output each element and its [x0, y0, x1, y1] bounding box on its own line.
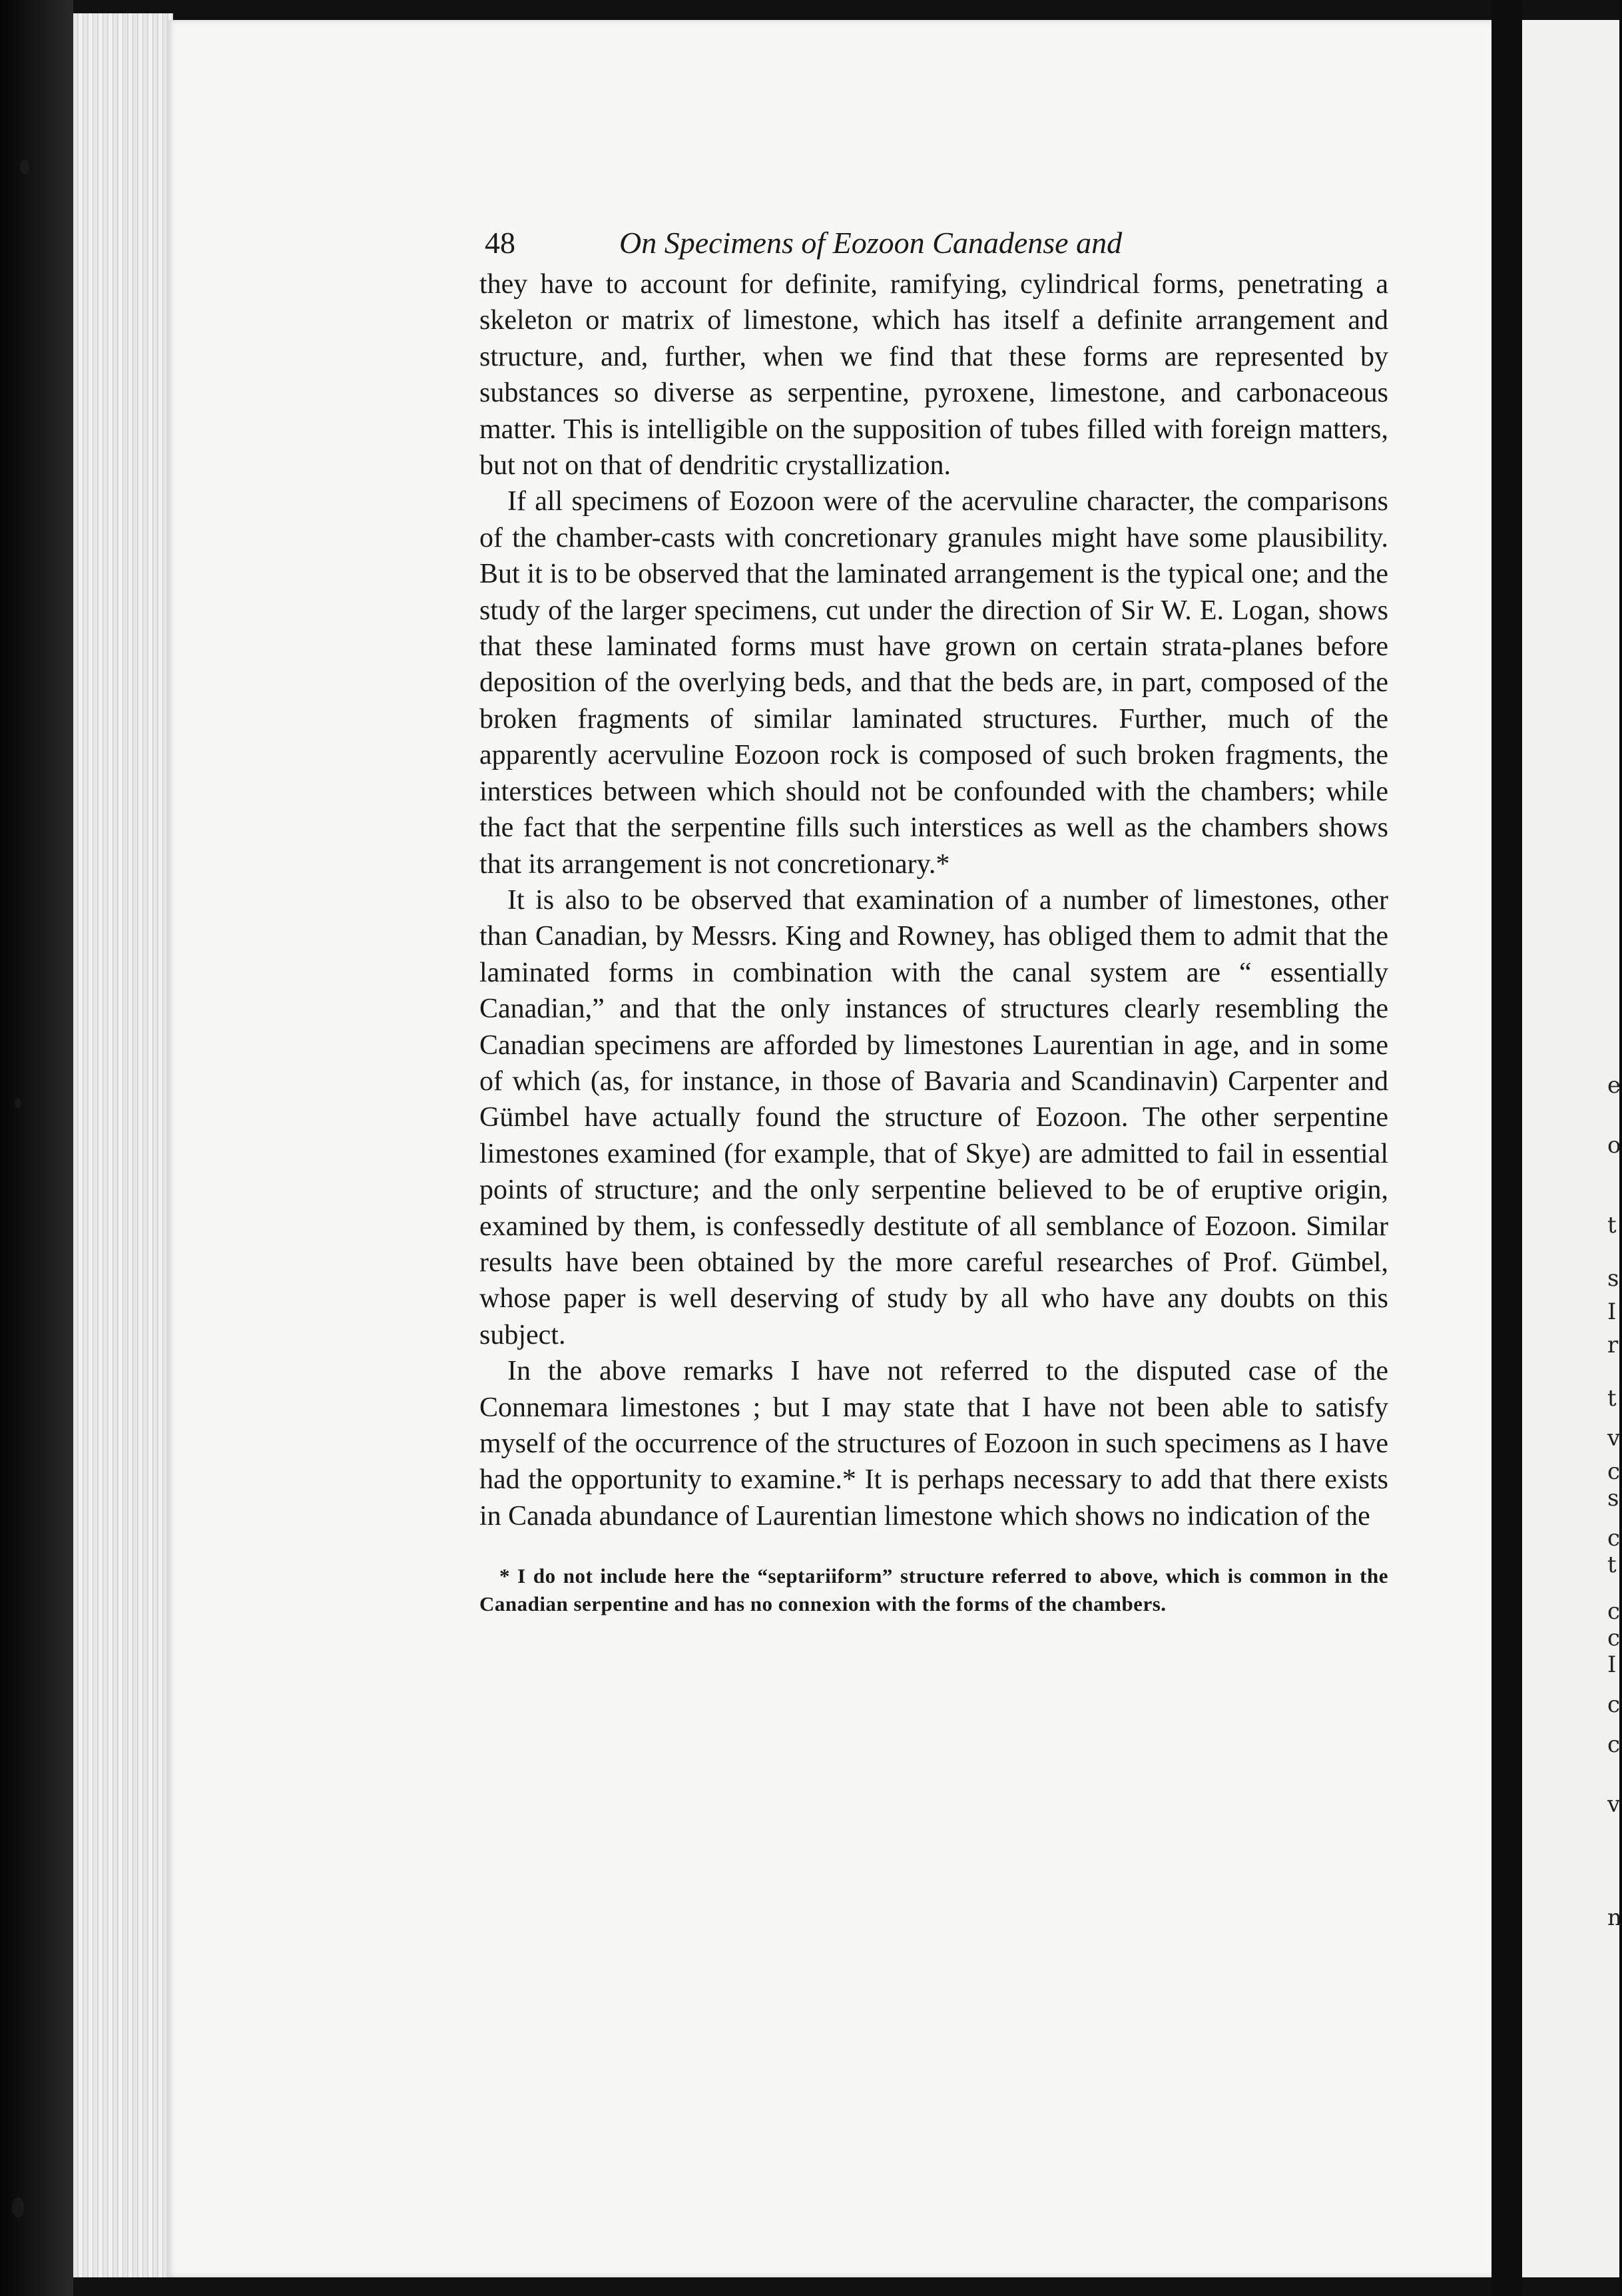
facing-page-letter: c — [1607, 1598, 1621, 1625]
facing-page-letter: c — [1607, 1691, 1621, 1718]
facing-page-letter: n — [1607, 1904, 1622, 1931]
scan-smudge — [20, 160, 29, 174]
facing-page-letter: v — [1607, 1791, 1621, 1818]
running-head — [479, 220, 1388, 266]
facing-page-letter: o — [1607, 1132, 1621, 1159]
paragraph-acervuline: If all specimens of Eozoon were of the acervuline character, the comparisons of the chamber-casts with concretionary granules might have some plausibility. But it is to be observed that the laminated arrangement is the typical one; and the study of the larger specimens, cut under the direction of Sir W. E. Logan, shows that these laminated forms must have grown on certain strata-planes before deposition of the overlying beds, and that the beds are, in part, composed of the broken fragments of similar laminated structures. Further, much of the apparently acervuline Eozoon rock is composed of such broken fragments, the interstices between which should not be confounded with the chambers; while the fact that the serpentine fills such interstices as well as the chambers shows that its arrangement is not concretionary.* — [479, 486, 1388, 880]
facing-page-letter: e — [1607, 1072, 1621, 1099]
facing-page-letter: c — [1607, 1525, 1621, 1552]
facing-page-letter: I — [1607, 1651, 1617, 1678]
facing-page-letter: c — [1607, 1625, 1621, 1651]
paragraph-continued: they have to account for definite, ramifying, cylindrical forms, penetrating a skeleton or matrix of limestone, which has itself a definite arrangement and structure, and, further, when we find that these forms are represented by substances so diverse as serpentine, pyroxene, limestone, and carbonaceous matter. This is intelligible on the supposition of tubes filled with foreign matters, but not on that of dendritic crystallization. — [479, 269, 1388, 481]
facing-page-letter: t — [1607, 1385, 1617, 1412]
page-number: 48 — [485, 226, 515, 260]
page-edges — [73, 13, 173, 2277]
page-fold-shadow — [1491, 0, 1522, 2296]
facing-page-letter: t — [1607, 1552, 1617, 1578]
facing-page-letter: s — [1607, 1265, 1619, 1292]
paragraph-limestones: It is also to be observed that examination of a number of limestones, other than Canadian, by Messrs. King and Rowney, has obliged them to admit that the laminated forms in combination with the canal system are “ essentially Canadian,” and that the only instances of structures clearly resembling the Canadian specimens are afforded by limestones Laurentian in age, and in some of which (as, for instance, in those of Bavaria and Scandinavin) Carpenter and Gümbel have actually found the structure of Eozoon. The other serpentine limestones examined (for example, that of Skye) are admitted to fail in essential points of structure; and the only serpentine believed to be of eruptive origin, examined by them, is confessedly destitute of all semblance of Eozoon. Similar results have been obtained by the more careful researches of Prof. Gümbel, whose paper is well deserving of study by all who have any doubts on this subject. — [479, 884, 1388, 1350]
facing-page-edge — [1522, 20, 1619, 2277]
book-gutter — [0, 0, 73, 2296]
facing-page-letter: c — [1607, 1731, 1621, 1758]
facing-page-letter: s — [1607, 1485, 1619, 1512]
facing-page-letter: t — [1607, 1212, 1617, 1239]
paragraph-connemara: In the above remarks I have not referred to the disputed case of the Connemara limestones ; but I may state that I have not been able to satisfy myself of the occurrence of the structures of Eozoon in such specimens as I have had the opportunity to examine.* It is perhaps necessary to add that there exists in Canada abundance of Laurentian limestone which shows no indication of the — [479, 1356, 1388, 1532]
page-content — [479, 220, 1388, 1639]
scan-smudge — [15, 1099, 21, 1108]
facing-page-letter: v — [1607, 1425, 1621, 1452]
running-title: On Specimens of Eozoon Canadense and — [619, 226, 1123, 260]
facing-page-letter: c — [1607, 1458, 1621, 1485]
facing-page-letter: I — [1607, 1298, 1617, 1325]
footnote: * I do not include here the “septariiform” structure referred to above, which is common in the Canadian serpentine and has no connexion with the forms of the chambers. — [479, 1564, 1388, 1616]
scan-smudge — [12, 2197, 24, 2217]
facing-page-letter: r — [1607, 1332, 1619, 1358]
